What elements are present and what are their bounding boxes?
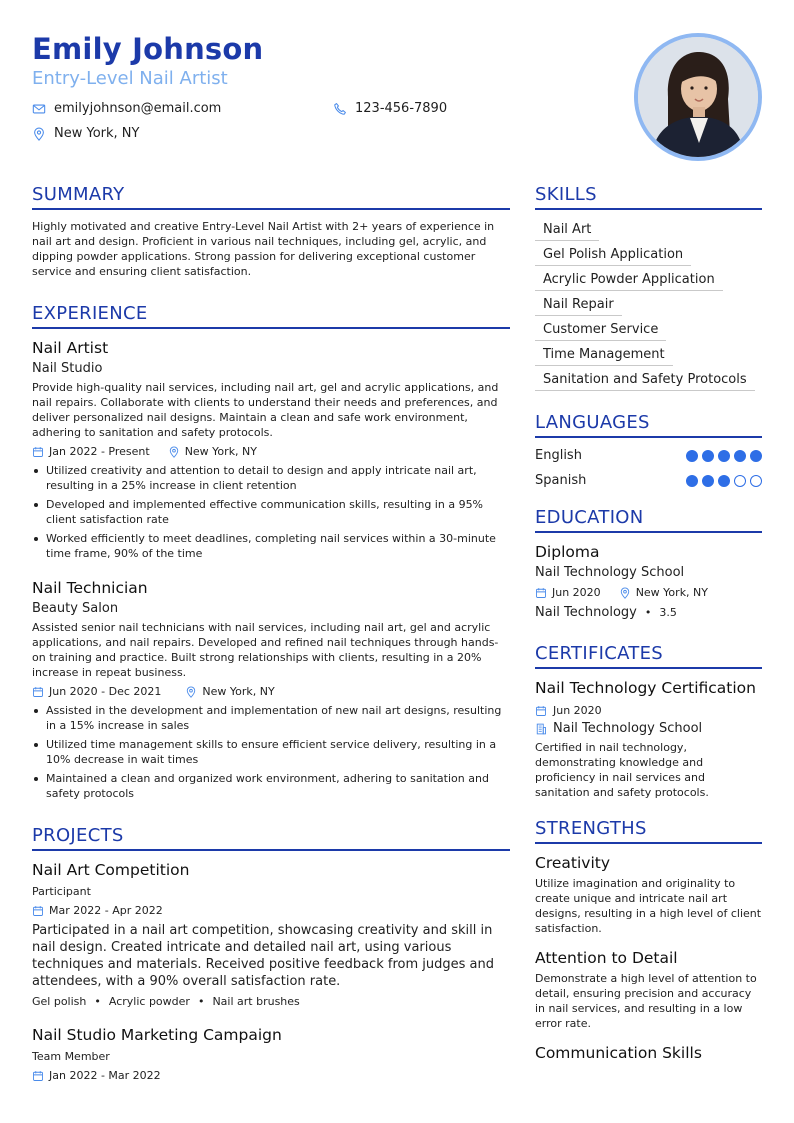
education-meta <box>535 585 762 600</box>
calendar-icon <box>32 905 44 917</box>
job-bullet: Maintained a clean and organized work environment, adhering to sanitation and safety protocols <box>32 771 510 801</box>
level-dot-filled <box>734 450 746 462</box>
portrait-image <box>638 37 758 157</box>
map-pin-icon <box>185 686 197 698</box>
education-field: Nail Technology <box>535 605 637 620</box>
level-dot-filled <box>702 450 714 462</box>
strength-title: Creativity <box>535 854 611 872</box>
profile-photo <box>634 33 762 161</box>
email-contact[interactable] <box>32 101 221 116</box>
job-entry <box>32 338 510 561</box>
strength-entry <box>535 948 762 1031</box>
project-dates: Mar 2022 - Apr 2022 <box>49 904 163 917</box>
strength-title: Attention to Detail <box>535 949 678 967</box>
email-text: emilyjohnson@email.com <box>54 101 222 116</box>
job-description: Provide high-quality nail services, including nail art, gel and acrylic applications, and nail repairs. Collaborate with clients to understand their needs and preferences, and deliver personalized nail designs. Maintain a clean and safe work environment, adhering to sanitation and safety protocols. <box>32 381 499 439</box>
experience-heading: EXPERIENCE <box>32 303 510 329</box>
phone-icon <box>333 102 347 116</box>
job-dates: Jun 2020 - Dec 2021 <box>49 685 162 698</box>
project-description: Participated in a nail art competition, showcasing creativity and skill in nail design. Created intricate and detailed nail art, using various techniques and materials. Received positive feedback from judges and attendees, with a 90% overall satisfaction rate. <box>32 923 494 989</box>
level-dot-empty <box>734 475 746 487</box>
job-title: Nail Artist <box>32 339 109 357</box>
project-tags: Gel polish • Acrylic powder • Nail art brushes <box>32 995 300 1008</box>
certificate-date-row <box>535 704 762 717</box>
certificates-heading: CERTIFICATES <box>535 643 762 669</box>
certificate-title: Nail Technology Certification <box>535 679 756 697</box>
calendar-icon <box>32 446 44 458</box>
left-column <box>32 184 510 1087</box>
education-date: Jun 2020 <box>552 586 601 599</box>
strengths-heading: STRENGTHS <box>535 818 762 844</box>
level-dot-empty <box>750 475 762 487</box>
language-level-dots <box>686 450 762 462</box>
education-location: New York, NY <box>635 586 708 599</box>
candidate-title: Entry-Level Nail Artist <box>32 68 228 89</box>
job-company: Nail Studio <box>32 361 103 376</box>
job-title: Nail Technician <box>32 579 148 597</box>
location-contact <box>32 126 139 141</box>
education-school: Nail Technology School <box>535 565 685 580</box>
right-column <box>535 184 762 1063</box>
level-dot-filled <box>718 475 730 487</box>
level-dot-filled <box>686 450 698 462</box>
education-field-row: Nail Technology • 3.5 <box>535 605 677 620</box>
level-dot-filled <box>750 450 762 462</box>
building-icon <box>535 723 547 735</box>
job-bullet: Utilized time management skills to ensure efficient service delivery, resulting in a 10% decrease in wait times <box>32 737 510 767</box>
strength-description: Demonstrate a high level of attention to detail, ensuring precision and accuracy in nail services, and resulting in a low error rate. <box>535 972 757 1030</box>
strength-entry <box>535 1043 762 1063</box>
map-pin-icon <box>32 127 46 141</box>
projects-heading: PROJECTS <box>32 825 510 851</box>
skill-tag: Sanitation and Safety Protocols <box>535 369 755 391</box>
level-dot-filled <box>686 475 698 487</box>
language-name: Spanish <box>535 473 587 488</box>
languages-heading: LANGUAGES <box>535 412 762 438</box>
skill-tag: Customer Service <box>535 319 666 341</box>
certificate-issuer-row <box>535 721 762 736</box>
project-meta <box>32 1068 510 1083</box>
job-bullets <box>32 463 510 561</box>
skill-tag: Nail Art <box>535 219 599 241</box>
project-title: Nail Studio Marketing Campaign <box>32 1026 282 1044</box>
job-bullet: Developed and implemented effective communication skills, resulting in a 95% client satisfaction rate <box>32 497 510 527</box>
skills-heading: SKILLS <box>535 184 762 210</box>
job-company: Beauty Salon <box>32 601 119 616</box>
education-heading: EDUCATION <box>535 507 762 533</box>
job-meta <box>32 684 510 699</box>
job-entry <box>32 578 510 801</box>
certificate-description: Certified in nail technology, demonstrating knowledge and proficiency in nail services and sanitation and safety protocols. <box>535 741 709 799</box>
phone-contact[interactable] <box>333 101 447 116</box>
education-degree: Diploma <box>535 543 600 561</box>
resume-header <box>32 30 592 91</box>
summary-text: Highly motivated and creative Entry-Level Nail Artist with 2+ years of experience in nail art and design. Proficient in various nail techniques, including gel, acrylic, and dipping powder applications. Strong passion for delivering exceptional customer service and ensuring client satisfaction. <box>32 220 495 278</box>
job-bullet: Utilized creativity and attention to detail to design and apply intricate nail art, resulting in a 25% increase in client retention <box>32 463 510 493</box>
calendar-icon <box>535 705 547 717</box>
job-location: New York, NY <box>184 445 257 458</box>
skill-tag: Nail Repair <box>535 294 622 316</box>
level-dot-filled <box>702 475 714 487</box>
project-entry <box>32 860 510 1009</box>
job-bullet: Assisted in the development and implementation of new nail art designs, resulting in a 15% increase in sales <box>32 703 510 733</box>
candidate-name: Emily Johnson <box>32 32 264 66</box>
map-pin-icon <box>168 446 180 458</box>
job-bullet: Worked efficiently to meet deadlines, completing nail services within a 30-minute time frame, 90% of the time <box>32 531 510 561</box>
skill-tag: Gel Polish Application <box>535 244 691 266</box>
project-tag: Nail art brushes <box>212 995 300 1008</box>
job-meta <box>32 444 510 459</box>
project-title: Nail Art Competition <box>32 861 190 879</box>
certificate-issuer: Nail Technology School <box>553 721 703 736</box>
project-dates: Jan 2022 - Mar 2022 <box>49 1069 161 1082</box>
certificate-date: Jun 2020 <box>553 704 602 717</box>
project-role: Team Member <box>32 1050 110 1063</box>
language-name: English <box>535 448 582 463</box>
strength-title: Communication Skills <box>535 1044 702 1062</box>
calendar-icon <box>535 587 547 599</box>
envelope-icon <box>32 102 46 116</box>
level-dot-filled <box>718 450 730 462</box>
map-pin-icon <box>619 587 631 599</box>
calendar-icon <box>32 1070 44 1082</box>
job-bullets <box>32 703 510 801</box>
job-location: New York, NY <box>202 685 275 698</box>
strength-entry <box>535 853 762 936</box>
skill-tag: Acrylic Powder Application <box>535 269 723 291</box>
location-text: New York, NY <box>54 126 140 141</box>
project-entry <box>32 1025 510 1083</box>
project-tag: Acrylic powder <box>108 995 190 1008</box>
summary-heading: SUMMARY <box>32 184 510 210</box>
job-dates: Jan 2022 - Present <box>49 445 150 458</box>
calendar-icon <box>32 686 44 698</box>
job-description: Assisted senior nail technicians with nail services, including nail art, gel and acrylic applications, and nail repairs. Developed and refined nail techniques through hands-on training and practice. Built strong relationships with clients, resulting in a 20% increase in repeat business. <box>32 621 499 679</box>
language-row <box>535 447 762 464</box>
project-tag: Gel polish <box>32 995 87 1008</box>
phone-text: 123-456-7890 <box>355 101 448 116</box>
skill-tag: Time Management <box>535 344 673 366</box>
project-meta <box>32 903 510 918</box>
language-row <box>535 472 762 489</box>
language-level-dots <box>686 475 762 487</box>
project-role: Participant <box>32 885 91 898</box>
skills-list <box>535 219 762 394</box>
strength-description: Utilize imagination and originality to create unique and intricate nail art designs, resulting in a high level of client satisfaction. <box>535 877 762 935</box>
education-gpa: 3.5 <box>659 606 677 619</box>
